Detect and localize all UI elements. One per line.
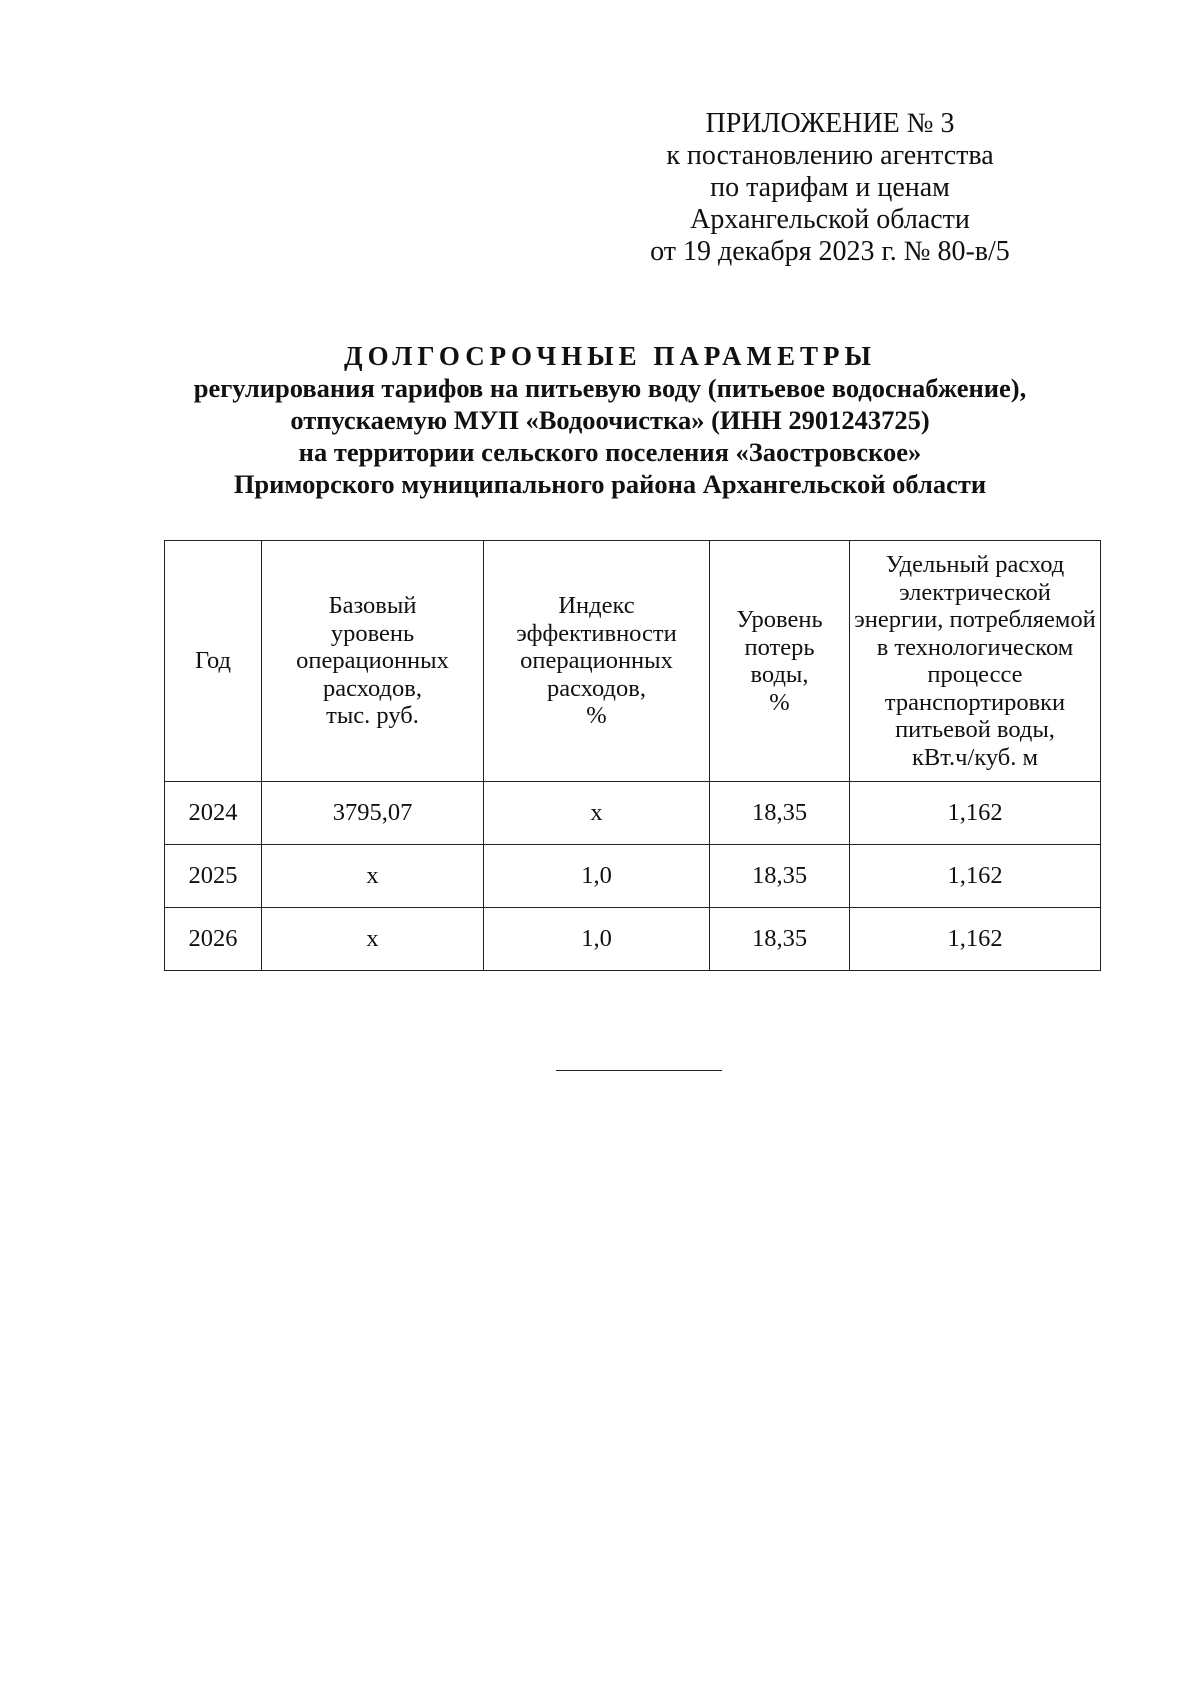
- efficiency-index-cell: х: [484, 782, 710, 845]
- header-text-line: эффективности: [516, 619, 677, 647]
- header-text-line: тыс. руб.: [326, 702, 419, 730]
- document-title-line: на территории сельского поселения «Заостровское»: [298, 437, 922, 467]
- base-opex-cell: х: [262, 845, 484, 908]
- year-cell: 2026: [165, 908, 262, 971]
- header-text-line: кВт.ч/куб. м: [911, 743, 1039, 771]
- base-opex-cell: х: [262, 908, 484, 971]
- document-title-line: регулирования тарифов на питьевую воду (питьевое водоснабжение),: [193, 373, 1027, 403]
- header-text-line: %: [586, 702, 607, 730]
- table-row: [165, 782, 1101, 845]
- header-text-line: Уровень: [736, 606, 823, 633]
- header-text-line: Удельный расход: [885, 551, 1065, 578]
- header-water-loss: [710, 541, 850, 782]
- header-text-line: уровень: [330, 619, 415, 647]
- appendix-block: [640, 108, 1020, 268]
- header-text-line: Год: [194, 647, 232, 675]
- table-body: [165, 782, 1101, 971]
- document-title: [160, 340, 1060, 500]
- header-text-line: операционных: [296, 647, 449, 675]
- efficiency-index-cell: 1,0: [484, 845, 710, 908]
- header-text-line: в технологическом: [876, 633, 1074, 661]
- header-text-line: Индекс: [558, 592, 635, 620]
- appendix-date-number: от 19 декабря 2023 г. № 80-в/5: [650, 236, 1010, 267]
- header-text-line: питьевой воды,: [895, 716, 1055, 743]
- appendix-title: ПРИЛОЖЕНИЕ № 3: [705, 108, 955, 139]
- appendix-line: Архангельской области: [690, 204, 970, 235]
- energy-consumption-cell: 1,162: [850, 782, 1101, 845]
- header-text-line: потерь: [744, 633, 815, 661]
- header-base-opex: [262, 541, 484, 782]
- table-row: [165, 845, 1101, 908]
- document-title-line: Приморского муниципального района Архангельской области: [233, 469, 987, 499]
- year-cell: 2025: [165, 845, 262, 908]
- year-cell: 2024: [165, 782, 262, 845]
- closing-rule: [556, 1070, 722, 1071]
- base-opex-cell: 3795,07: [262, 782, 484, 845]
- header-text-line: воды,: [750, 661, 809, 688]
- water-loss-cell: 18,35: [710, 782, 850, 845]
- header-energy-consumption: [850, 541, 1101, 782]
- document-title-line: отпускаемую МУП «Водоочистка» (ИНН 2901243725): [290, 405, 930, 435]
- header-text-line: расходов,: [323, 674, 422, 702]
- header-text-line: процессе: [927, 661, 1023, 688]
- header-text-line: операционных: [520, 647, 673, 675]
- header-text-line: транспортировки: [884, 688, 1066, 716]
- header-text-line: Базовый: [328, 592, 417, 620]
- header-text-line: энергии, потребляемой: [854, 606, 1096, 633]
- energy-consumption-cell: 1,162: [850, 908, 1101, 971]
- efficiency-index-cell: 1,0: [484, 908, 710, 971]
- document-title-main: ДОЛГОСРОЧНЫЕ ПАРАМЕТРЫ: [344, 341, 876, 371]
- header-text-line: электрической: [899, 578, 1051, 606]
- appendix-line: к постановлению агентства: [666, 140, 994, 171]
- water-loss-cell: 18,35: [710, 845, 850, 908]
- header-text-line: %: [769, 688, 790, 716]
- header-efficiency-index: [484, 541, 710, 782]
- appendix-line: по тарифам и ценам: [710, 172, 950, 203]
- table-row: [165, 908, 1101, 971]
- parameters-table: [164, 540, 1101, 971]
- table-header-row: [165, 541, 1101, 782]
- header-year: [165, 541, 262, 782]
- energy-consumption-cell: 1,162: [850, 845, 1101, 908]
- header-text-line: расходов,: [547, 674, 646, 702]
- water-loss-cell: 18,35: [710, 908, 850, 971]
